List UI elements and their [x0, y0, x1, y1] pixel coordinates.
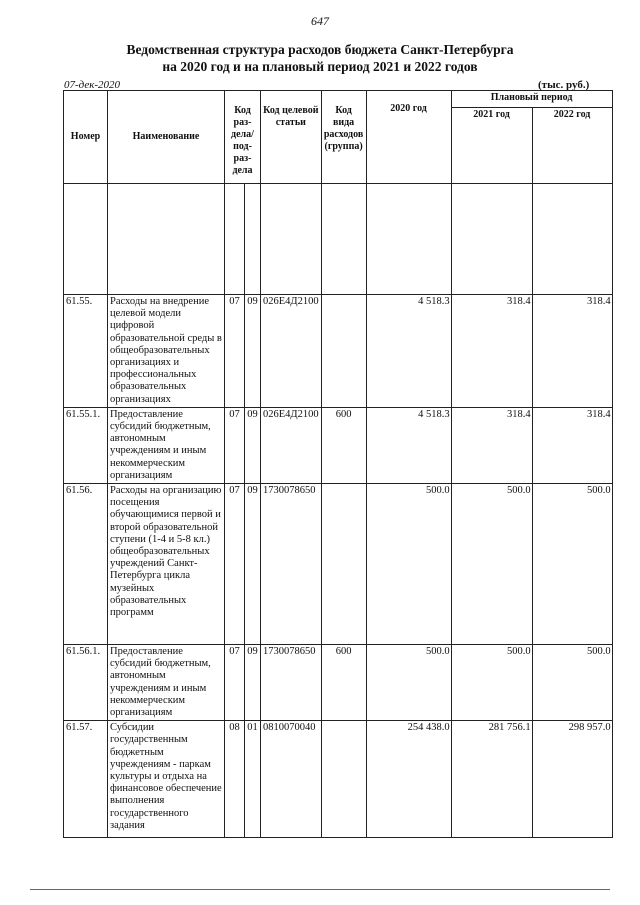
row-podrazdel: 09 — [245, 484, 261, 645]
row-number: 61.57. — [64, 721, 108, 838]
row-2020: 500.0 — [366, 645, 451, 721]
header-name: Наименование — [108, 91, 225, 184]
row-2020: 4 518.3 — [366, 295, 451, 408]
page-number: 647 — [311, 14, 329, 28]
header-2022: 2022 год — [532, 108, 612, 184]
title-line-2: на 2020 год и на плановый период 2021 и 2022 годов — [162, 59, 478, 74]
spacer-row — [64, 184, 613, 295]
row-podrazdel: 09 — [245, 407, 261, 483]
row-article: 026E4Д2100 — [261, 407, 322, 483]
table-row — [64, 295, 613, 408]
row-name: Предоставление субсидий бюджетным, автономным учреждениям и иным некоммерческим организациям — [108, 407, 225, 483]
row-2022: 500.0 — [532, 484, 612, 645]
row-name: Расходы на внедрение целевой модели цифровой образовательной среды в общеобразовательных организациях и профессиональных образовательных организациях — [108, 295, 225, 408]
row-expense-type — [321, 721, 366, 838]
header-planned-period: Плановый период — [451, 91, 612, 108]
title-line-1: Ведомственная структура расходов бюджета Санкт-Петербурга — [126, 42, 514, 57]
row-2021: 281 756.1 — [451, 721, 532, 838]
row-razdel: 08 — [225, 721, 245, 838]
table-row — [64, 645, 613, 721]
row-name: Расходы на организацию посещения обучающимися первой и второй образовательной ступени (1-4 и 5-8 кл.) общеобразовательных учреждений Санкт-Петербурга цикла музейных образовательных программ — [108, 484, 225, 645]
row-name: Субсидии государственным бюджетным учреждениям - паркам культуры и отдыха на финансовое обеспечение выполнения государственного задания — [108, 721, 225, 838]
row-article: 1730078650 — [261, 484, 322, 645]
page-bottom-rule — [30, 889, 610, 890]
row-2021: 500.0 — [451, 484, 532, 645]
row-2022: 318.4 — [532, 295, 612, 408]
row-2022: 298 957.0 — [532, 721, 612, 838]
row-razdel: 07 — [225, 645, 245, 721]
row-razdel: 07 — [225, 295, 245, 408]
row-expense-type — [321, 484, 366, 645]
row-razdel: 07 — [225, 407, 245, 483]
row-2020: 254 438.0 — [366, 721, 451, 838]
row-article: 1730078650 — [261, 645, 322, 721]
row-article: 0810070040 — [261, 721, 322, 838]
header-row — [64, 91, 613, 108]
row-expense-type: 600 — [321, 645, 366, 721]
row-number: 61.55.1. — [64, 407, 108, 483]
row-2020: 4 518.3 — [366, 407, 451, 483]
document-title — [0, 41, 640, 75]
row-number: 61.56.1. — [64, 645, 108, 721]
header-article: Код целевой статьи — [261, 91, 322, 184]
row-article: 026E4Д2100 — [261, 295, 322, 408]
header-number: Номер — [64, 91, 108, 184]
row-2021: 500.0 — [451, 645, 532, 721]
row-podrazdel: 09 — [245, 645, 261, 721]
row-expense-type — [321, 295, 366, 408]
row-2021: 318.4 — [451, 407, 532, 483]
table-row — [64, 484, 613, 645]
row-podrazdel: 01 — [245, 721, 261, 838]
row-2022: 318.4 — [532, 407, 612, 483]
row-number: 61.56. — [64, 484, 108, 645]
header-2020: 2020 год — [366, 91, 451, 184]
row-2021: 318.4 — [451, 295, 532, 408]
report-date: 07-дек-2020 — [64, 79, 121, 91]
row-2022: 500.0 — [532, 645, 612, 721]
header-section: Код раз- дела/ под- раз- дела — [225, 91, 261, 184]
row-razdel: 07 — [225, 484, 245, 645]
row-expense-type: 600 — [321, 407, 366, 483]
units-label: (тыс. руб.) — [538, 79, 590, 91]
row-podrazdel: 09 — [245, 295, 261, 408]
header-expense-type: Код вида расходов (группа) — [321, 91, 366, 184]
row-number: 61.55. — [64, 295, 108, 408]
row-2020: 500.0 — [366, 484, 451, 645]
row-name: Предоставление субсидий бюджетным, автономным учреждениям и иным некоммерческим организациям — [108, 645, 225, 721]
budget-table — [63, 90, 613, 838]
header-2021: 2021 год — [451, 108, 532, 184]
table-row — [64, 721, 613, 838]
table-row — [64, 407, 613, 483]
